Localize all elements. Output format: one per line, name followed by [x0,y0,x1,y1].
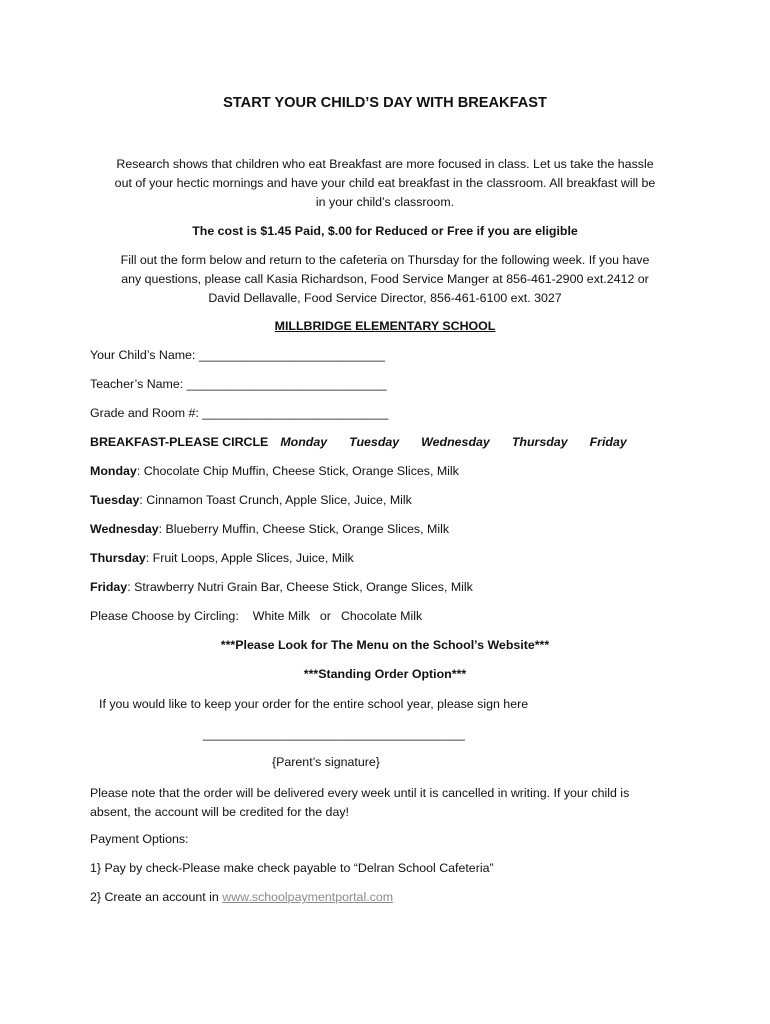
payment-heading: Payment Options: [90,832,189,846]
milk-option-white: White Milk [252,609,310,623]
menu-thursday [90,551,354,565]
milk-choice-row [90,609,422,623]
delivery-note-line: absent, the account will be credited for the day! [90,805,349,819]
menu-items: : Fruit Loops, Apple Slices, Juice, Milk [145,551,354,565]
signature-label: {Parent’s signature} [272,755,380,769]
payment-portal-link[interactable]: www.schoolpaymentportal.com [222,890,394,904]
teacher-name-field: Teacher’s Name: _____________________________ [90,377,387,391]
cost-statement: The cost is $1.45 Paid, $.00 for Reduced or Free if you are eligible [192,224,578,238]
intro-line: Research shows that children who eat Breakfast are more focused in class. Let us take the hassle [116,157,654,171]
menu-items: : Cinnamon Toast Crunch, Apple Slice, Juice, Milk [139,493,412,507]
school-name: MILLBRIDGE ELEMENTARY SCHOOL [274,319,496,333]
circle-day-thursday: Thursday [511,435,568,449]
menu-items: : Strawberry Nutri Grain Bar, Cheese Stick, Orange Slices, Milk [127,580,473,594]
menu-day: Friday [90,580,128,594]
menu-monday [90,464,459,478]
menu-wednesday [90,522,449,536]
menu-items: : Chocolate Chip Muffin, Cheese Stick, Orange Slices, Milk [136,464,459,478]
circle-day-monday: Monday [280,435,328,449]
circle-day-tuesday: Tuesday [349,435,400,449]
intro-line: out of your hectic mornings and have your child eat breakfast in the classroom. All breakfast will be [114,176,656,190]
circle-label: BREAKFAST-PLEASE CIRCLE [90,435,269,449]
milk-or: or [319,609,331,623]
menu-day: Thursday [90,551,146,565]
payment-option-prefix: 2} Create an account in [90,890,223,904]
child-name-field: Your Child’s Name: ___________________________ [90,348,385,362]
menu-items: : Blueberry Muffin, Cheese Stick, Orange Slices, Milk [158,522,450,536]
sign-prompt: If you would like to keep your order for the entire school year, please sign here [99,697,529,711]
intro-paragraph [0,155,770,212]
signature-line: ______________________________________ [203,727,465,741]
delivery-note [90,784,629,822]
milk-option-chocolate: Chocolate Milk [340,609,423,623]
circle-day-friday: Friday [589,435,627,449]
page-title: START YOUR CHILD’S DAY WITH BREAKFAST [223,95,547,111]
menu-tuesday [90,493,412,507]
instructions-line: any questions, please call Kasia Richardson, Food Service Manger at 856-461-2900 ext.2412 or [121,272,649,286]
delivery-note-line: Please note that the order will be delivered every week until it is cancelled in writing. If your child is [90,786,630,800]
menu-day: Tuesday [90,493,140,507]
standing-order-heading: ***Standing Order Option*** [303,667,467,681]
payment-option-online [90,890,393,904]
milk-label: Please Choose by Circling: [90,609,239,623]
breakfast-circle-row [90,435,627,449]
menu-day: Monday [90,464,137,478]
instructions-line: David Dellavalle, Food Service Director, 856-461-6100 ext. 3027 [208,291,562,305]
circle-day-wednesday: Wednesday [421,435,490,449]
grade-room-field: Grade and Room #: ___________________________ [90,406,389,420]
menu-day: Wednesday [90,522,159,536]
menu-friday [90,580,473,594]
website-note: ***Please Look for The Menu on the School’s Website*** [220,638,550,652]
instructions-paragraph [0,251,770,308]
payment-option-check: 1} Pay by check-Please make check payable to “Delran School Cafeteria” [90,861,494,875]
instructions-line: Fill out the form below and return to the cafeteria on Thursday for the following week. If you have [120,253,650,267]
intro-line: in your child’s classroom. [315,195,455,209]
